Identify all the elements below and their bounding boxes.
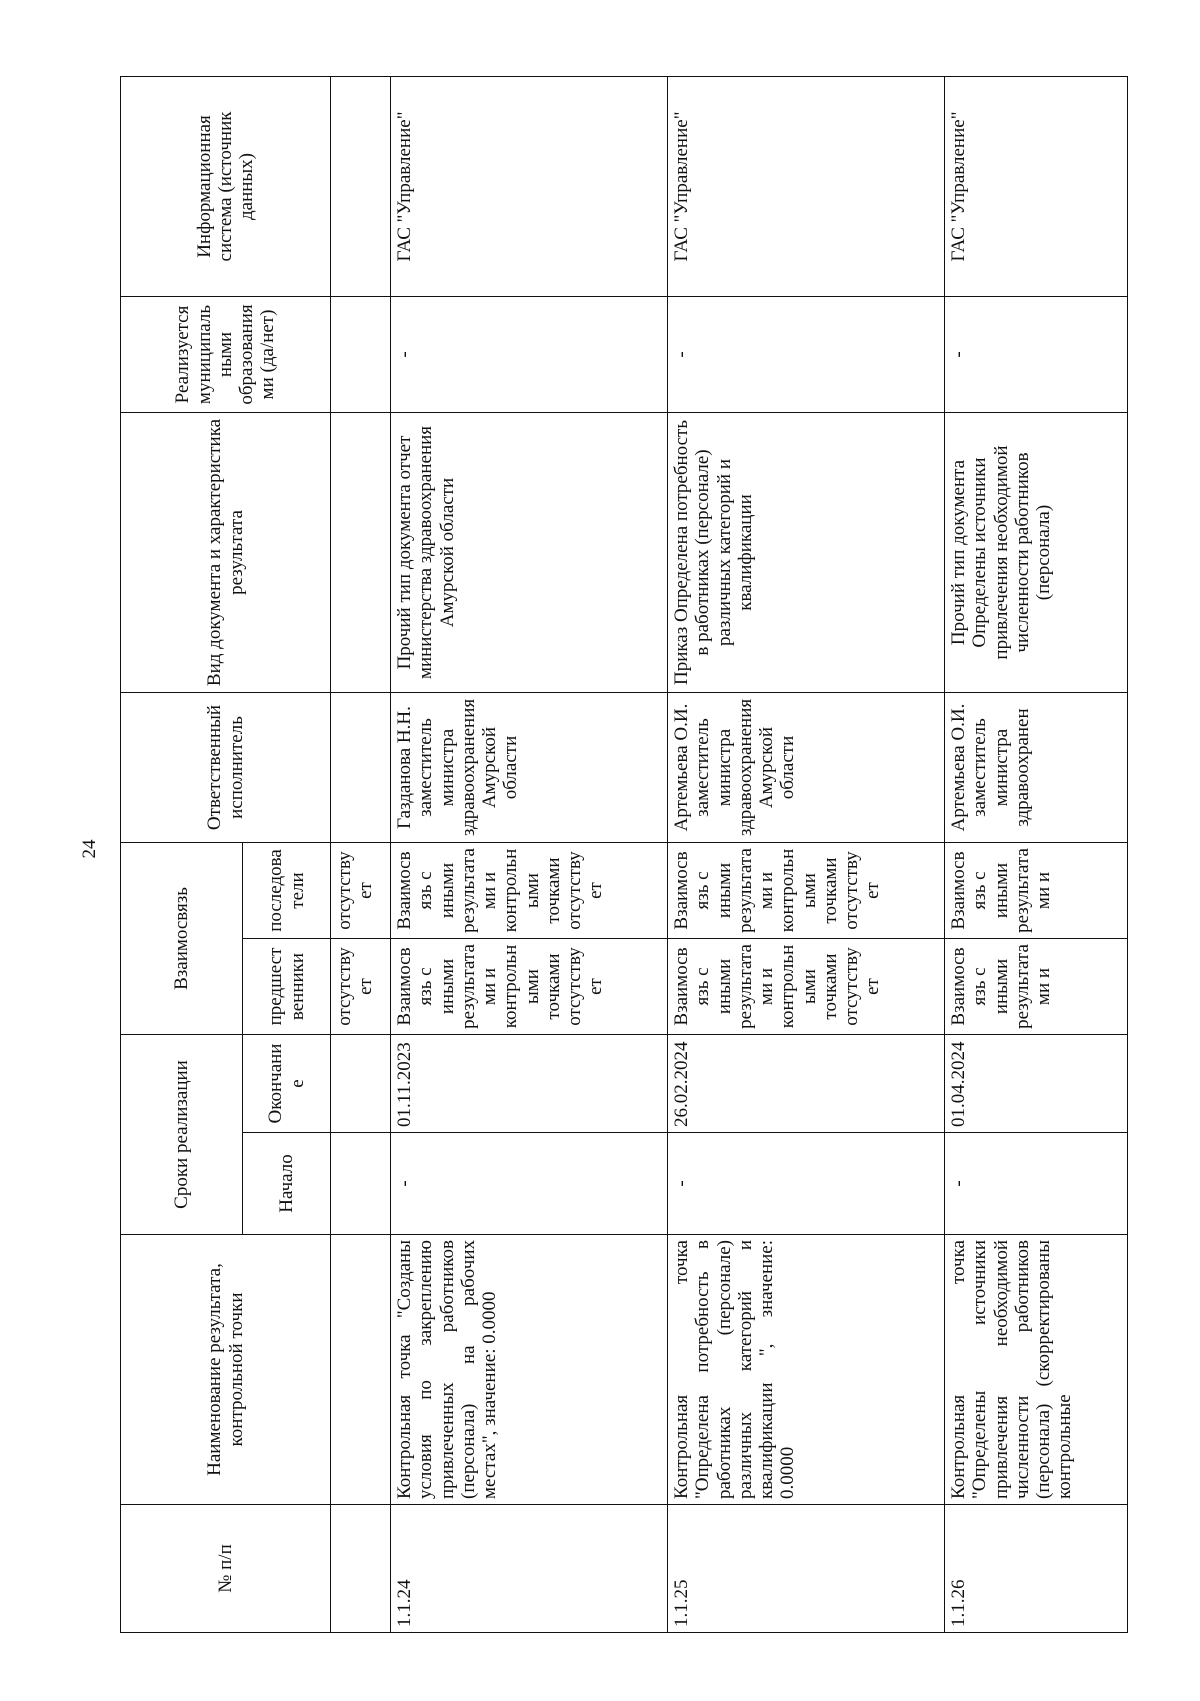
cell-doc: [331, 413, 391, 693]
cell-municipal: -: [945, 297, 1128, 413]
table-row: [668, 77, 945, 1633]
cell-start: [331, 1133, 391, 1235]
cell-executor: Артемьева О.И. заместитель министра здравоохранен: [945, 693, 1128, 843]
cell-num: 1.1.26: [945, 1505, 1128, 1633]
table-row-blank: [331, 77, 391, 1633]
cell-municipal: -: [391, 297, 668, 413]
header-successors: последователи: [243, 843, 331, 939]
cell-name: [331, 1235, 391, 1505]
cell-municipal: -: [668, 297, 945, 413]
header-executor: Ответственный исполнитель: [121, 693, 331, 843]
cell-successors: отсутствует: [331, 843, 391, 939]
cell-name: Контрольная точка "Созданы условия по закреплению привлеченных работников (персонала) на рабочих местах", значение: 0.0000: [391, 1235, 668, 1505]
page-number: 24: [79, 839, 100, 859]
cell-doc: Приказ Определена потребность в работниках (персонале) различных категорий и квалификации: [668, 413, 945, 693]
cell-doc: Прочий тип документа Определены источники привлечения необходимой численности работников (персонала): [945, 413, 1128, 693]
header-start: Начало: [243, 1133, 331, 1235]
table-row: [391, 77, 668, 1633]
cell-start: -: [391, 1133, 668, 1235]
cell-start: -: [668, 1133, 945, 1235]
cell-executor: Газданова Н.Н. заместитель министра здравоохранения Амурской области: [391, 693, 668, 843]
header-end: Окончание: [243, 1035, 331, 1133]
rotated-page-content: [120, 77, 1127, 1633]
cell-infosys: [331, 77, 391, 297]
cell-num: 1.1.24: [391, 1505, 668, 1633]
header-relation: Взаимосвязь: [121, 843, 243, 1035]
cell-end: 01.11.2023: [391, 1035, 668, 1133]
header-infosys: Информационная система (источник данных): [121, 77, 331, 297]
cell-end: [331, 1035, 391, 1133]
cell-predecessors: Взаимосвязь с иными результатами и контрольными точками отсутствует: [391, 939, 668, 1035]
cell-end: 26.02.2024: [668, 1035, 945, 1133]
cell-successors: Взаимосвязь с иными результатами и контрольными точками отсутствует: [391, 843, 668, 939]
results-table: [120, 76, 1128, 1633]
cell-name: Контрольная точка "Определена потребность в работниках (персонале) различных категорий и квалификации ", значение: 0.0000: [668, 1235, 945, 1505]
cell-predecessors: Взаимосвязь с иными результатами и контрольными точками отсутствует: [668, 939, 945, 1035]
cell-infosys: ГАС "Управление": [668, 77, 945, 297]
header-predecessors: предшественники: [243, 939, 331, 1035]
header-num: № п/п: [121, 1505, 331, 1633]
cell-infosys: ГАС "Управление": [945, 77, 1128, 297]
cell-predecessors: Взаимосвязь с иными результатами и: [945, 939, 1128, 1035]
cell-num: [331, 1505, 391, 1633]
cell-predecessors: отсутствует: [331, 939, 391, 1035]
cell-end: 01.04.2024: [945, 1035, 1128, 1133]
header-name: Наименование результата, контрольной точки: [121, 1235, 331, 1505]
header-municipal: Реализуется муниципальными образованиями (да/нет): [121, 297, 331, 413]
cell-executor: [331, 693, 391, 843]
cell-name: Контрольная точка "Определены источники привлечения необходимой численности работников (персонала) (скорректированы контрольные: [945, 1235, 1128, 1505]
cell-start: -: [945, 1133, 1128, 1235]
cell-executor: Артемьева О.И. заместитель министра здравоохранения Амурской области: [668, 693, 945, 843]
header-doc: Вид документа и характеристика результата: [121, 413, 331, 693]
header-terms: Сроки реализации: [121, 1035, 243, 1235]
cell-infosys: ГАС "Управление": [391, 77, 668, 297]
cell-municipal: [331, 297, 391, 413]
cell-doc: Прочий тип документа отчет министерства здравоохранения Амурской области: [391, 413, 668, 693]
table-row: [945, 77, 1128, 1633]
cell-num: 1.1.25: [668, 1505, 945, 1633]
cell-successors: Взаимосвязь с иными результатами и контрольными точками отсутствует: [668, 843, 945, 939]
cell-successors: Взаимосвязь с иными результатами и: [945, 843, 1128, 939]
